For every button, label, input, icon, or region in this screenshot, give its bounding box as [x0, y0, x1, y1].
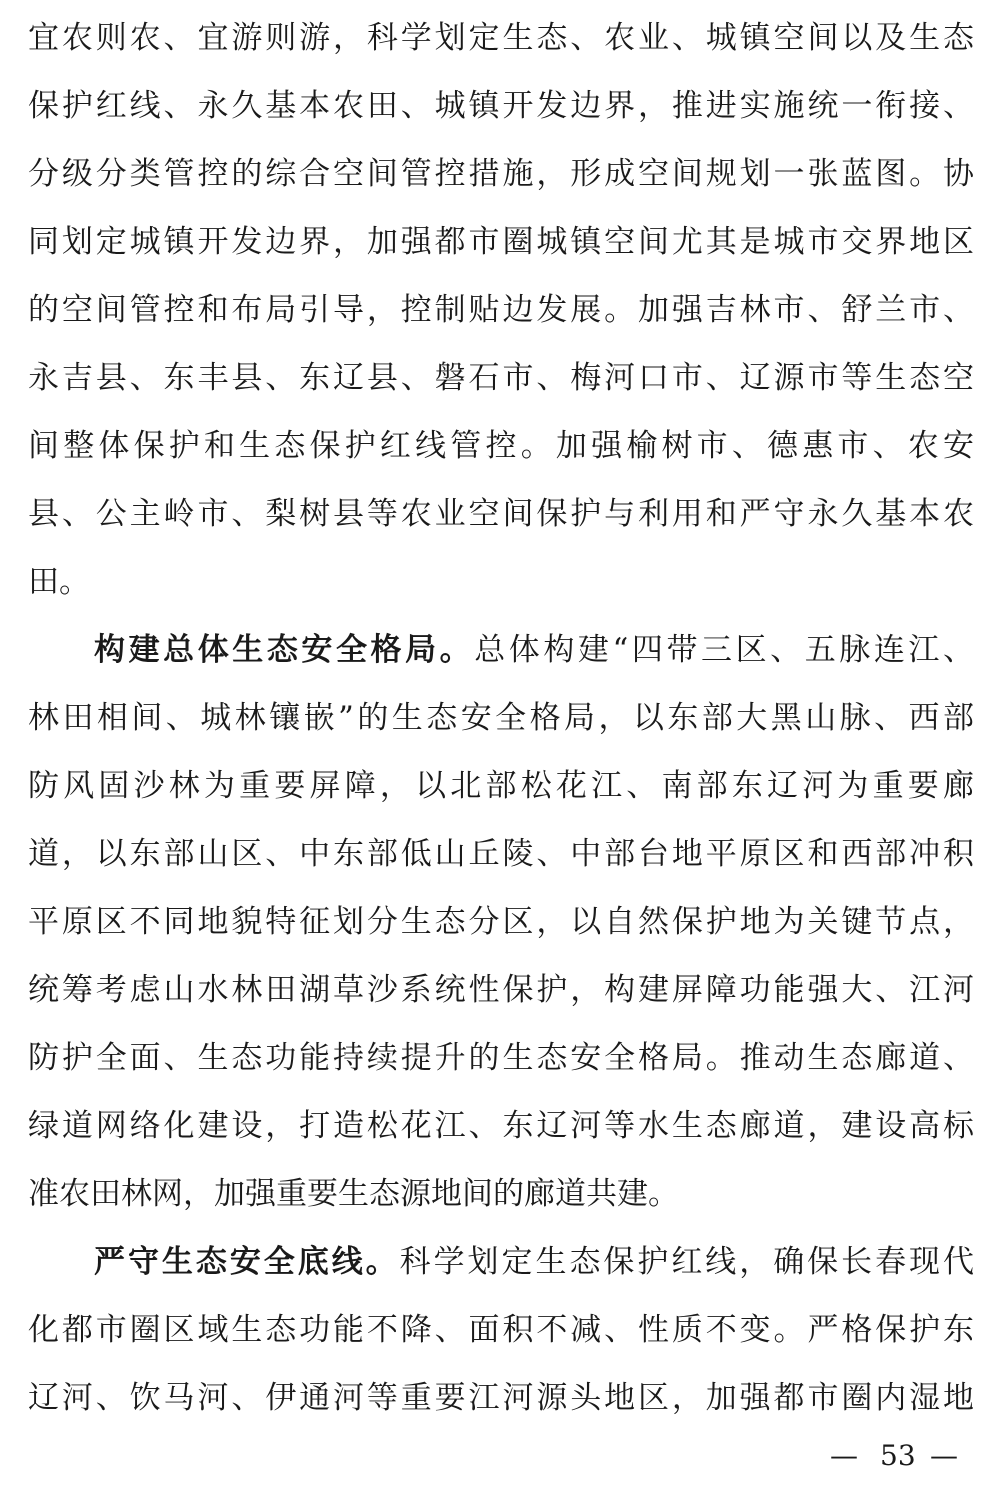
text-line: 化都市圈区域生态功能不降、面积不减、性质不变。严格保护东	[28, 1312, 974, 1348]
page-number: 53	[880, 1439, 916, 1472]
text-line: 分级分类管控的综合空间管控措施，形成空间规划一张蓝图。协	[28, 156, 974, 192]
text-line: 间整体保护和生态保护红线管控。加强榆树市、德惠市、农安	[28, 428, 974, 464]
paragraph-first-line	[94, 630, 974, 670]
text-line: 准农田林网，加强重要生态源地间的廊道共建。	[28, 1176, 679, 1212]
text-line: 平原区不同地貌特征划分生态分区，以自然保护地为关键节点，	[28, 904, 974, 940]
text-span: 总体构建“四带三区、五脉连江、	[474, 632, 974, 668]
text-line: 的空间管控和布局引导，控制贴边发展。加强吉林市、舒兰市、	[28, 292, 974, 328]
text-line: 防风固沙林为重要屏障，以北部松花江、南部东辽河为重要廊	[28, 768, 974, 804]
paragraph-lead-heading: 严守生态安全底线。	[94, 1244, 400, 1280]
text-line: 宜农则农、宜游则游，科学划定生态、农业、城镇空间以及生态	[28, 20, 974, 56]
text-line: 辽河、饮马河、伊通河等重要江河源头地区，加强都市圈内湿地	[28, 1380, 974, 1416]
paragraph-first-line	[94, 1242, 974, 1282]
footer-dash-left: —	[830, 1439, 858, 1472]
text-span: 科学划定生态保护红线，确保长春现代	[399, 1244, 974, 1280]
text-line: 统筹考虑山水林田湖草沙系统性保护，构建屏障功能强大、江河	[28, 972, 974, 1008]
page-footer	[0, 1436, 1000, 1476]
footer-dash-right: —	[930, 1439, 958, 1472]
paragraph-lead-heading: 构建总体生态安全格局。	[94, 632, 475, 668]
text-line: 同划定城镇开发边界，加强都市圈城镇空间尤其是城市交界地区	[28, 224, 974, 260]
text-line: 林田相间、城林镶嵌”的生态安全格局，以东部大黑山脉、西部	[28, 700, 974, 736]
text-line: 田。	[28, 564, 90, 600]
text-line: 县、公主岭市、梨树县等农业空间保护与利用和严守永久基本农	[28, 496, 974, 532]
text-line: 防护全面、生态功能持续提升的生态安全格局。推动生态廊道、	[28, 1040, 974, 1076]
text-line: 保护红线、永久基本农田、城镇开发边界，推进实施统一衔接、	[28, 88, 974, 124]
text-line: 永吉县、东丰县、东辽县、磐石市、梅河口市、辽源市等生态空	[28, 360, 974, 396]
text-line: 道，以东部山区、中东部低山丘陵、中部台地平原区和西部冲积	[28, 836, 974, 872]
text-line: 绿道网络化建设，打造松花江、东辽河等水生态廊道，建设高标	[28, 1108, 974, 1144]
